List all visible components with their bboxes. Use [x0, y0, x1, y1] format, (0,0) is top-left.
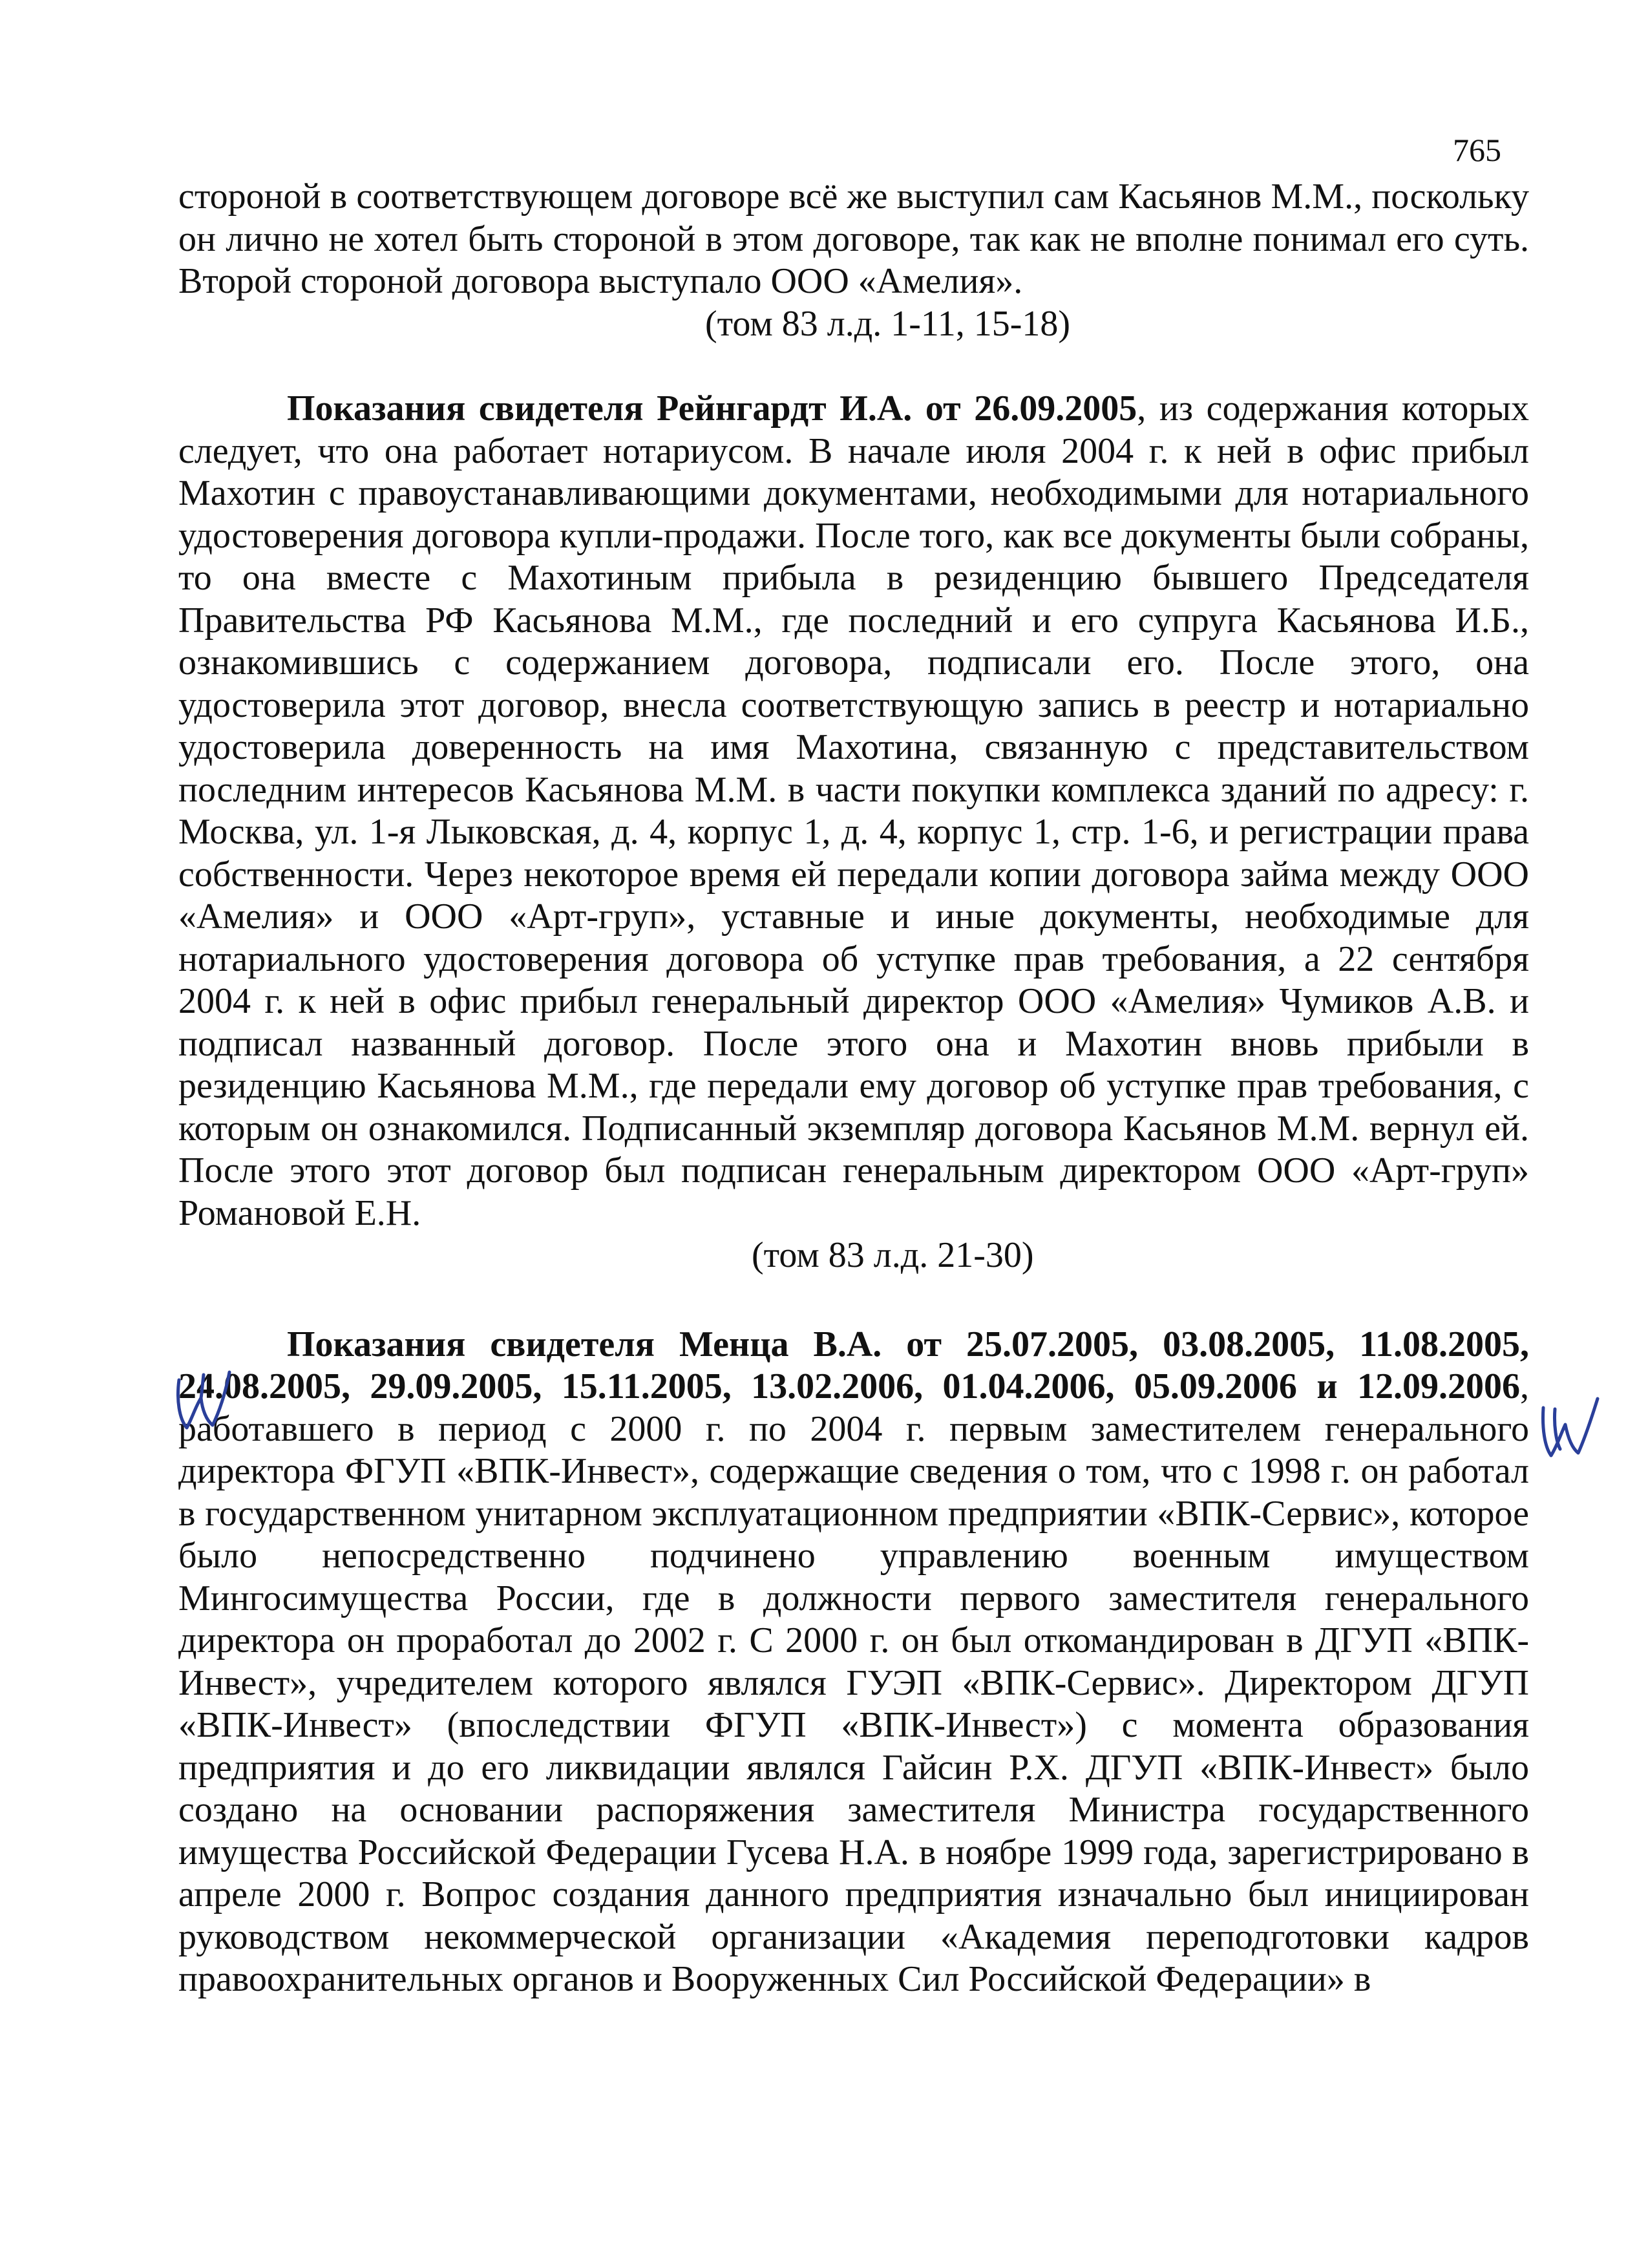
testimony-text: , из содержания которых следует, что она работает нотариусом. В начале июля 2004 г. к ней в офис прибыл Махотин с правоустанавливающими документами, необходимыми для нотариального удостоверения договора купли-продажи. После того, как все документы были собраны, то она вместе с Махотиным прибыла в резиденцию бывшего Председателя Правительства РФ Касьянова М.М., где последний и его супруга Касьянова И.Б., ознакомившись с содержанием договора, подписали его. После этого, она удостоверила этот договор, внесла соответствующую запись в реестр и нотариально удостоверила доверенность на имя Махотина, связанную с представительством последним интересов Касьянова М.М. в части покупки комплекса зданий по адресу: г. Москва, ул. 1-я Лыковская, д. 4, корпус 1, д. 4, корпус 1, стр. 1-6, и регистрации права собственности. Через некоторое время ей передали копии договора займа между ООО «Амелия» и ООО «Арт-груп», уставные и иные документы, необходимые для нотариального удостоверения договора об уступке прав требования, а 22 сентября 2004 г. к ней в офис прибыл генеральный директор ООО «Амелия» Чумиков А.В. и подписал названный договор. После этого она и Махотин вновь прибыли в резиденцию Касьянова М.М., где передали ему договор об уступке прав требования, с которым он ознакомился. Подписанный экземпляр договора Касьянов М.М. вернул ей. После этого этот договор был подписан генеральным директором ООО «Арт-груп» Романовой Е.Н. — [178, 388, 1530, 1233]
testimony-heading: Показания свидетеля Менца В.А. от 25.07.2005, 03.08.2005, 11.08.2005, 24.08.2005, 29.09.2005, 15.11.2005, 13.02.2006, 01.04.2006, 05.09.2006 и 12.09.2006 — [178, 1324, 1529, 1406]
document-body — [178, 176, 1529, 2001]
case-reference: (том 83 л.д. 1-11, 15-18) — [705, 303, 1071, 344]
paragraph-testimony-reingardt — [178, 388, 1529, 1235]
case-reference: (том 83 л.д. 21-30) — [752, 1235, 1034, 1275]
paragraph-spacer — [178, 1277, 1529, 1324]
paragraph-continuation: стороной в соответствующем договоре всё же выступил сам Касьянов М.М., поскольку он лично не хотел быть стороной в этом договоре, так как не вполне понимал его суть. Второй стороной договора выступало ООО «Амелия». — [178, 176, 1529, 301]
handwritten-mark-icon — [1532, 1390, 1609, 1467]
handwritten-mark-icon — [165, 1361, 242, 1438]
testimony-text: , работавшего в период с 2000 г. по 2004 г. первым заместителем генерального директора ФГУП «ВПК-Инвест», содержащие сведения о том, что с 1998 г. он работал в государственном унитарном эксплуатационном предприятии «ВПК-Сервис», которое было непосредственно подчинено управлению военным имуществом Мингосимущества России, где в должности первого заместителя генерального директора он проработал до 2002 г. С 2000 г. он был откомандирован в ДГУП «ВПК-Инвест», учредителем которого являлся ГУЭП «ВПК-Сервис». Директором ДГУП «ВПК-Инвест» (впоследствии ФГУП «ВПК-Инвест») с момента образования предприятия и до его ликвидации являлся Гайсин Р.Х. ДГУП «ВПК-Инвест» было создано на основании распоряжения заместителя Министра государственного имущества Российской Федерации Гусева Н.А. в ноябре 1999 года, зарегистрировано в апреле 2000 г. Вопрос создания данного предприятия изначально был инициирован руководством некоммерческой организации «Академия переподготовки кадров правоохранительных органов и Вооруженных Сил Российской Федерации» в — [178, 1366, 1529, 1999]
page-number: 765 — [1453, 132, 1501, 168]
paragraph-testimony-mentz — [178, 1324, 1529, 2001]
paragraph-spacer — [178, 345, 1529, 388]
testimony-heading: Показания свидетеля Рейнгардт И.А. от 26.09.2005 — [287, 388, 1137, 429]
